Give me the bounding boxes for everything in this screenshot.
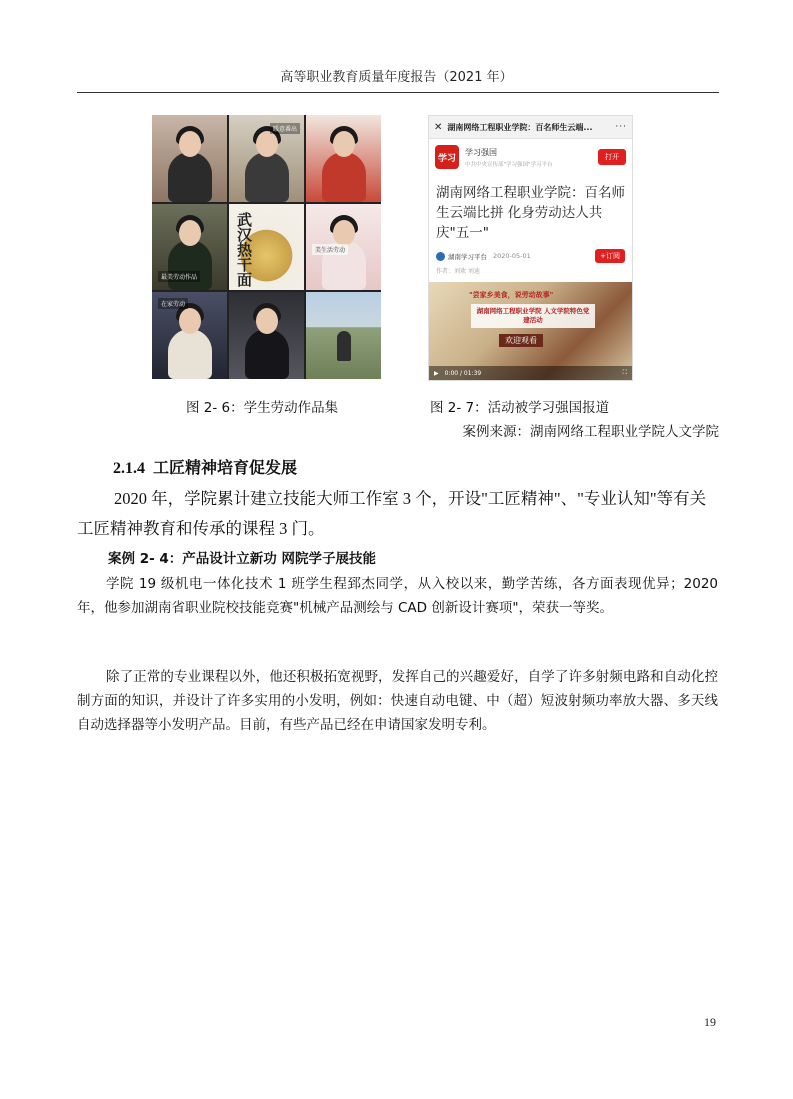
- collage-food-text: 武汉热干面: [235, 211, 253, 287]
- video-banner: 湖南网络工程职业学院 人文学院特色党建活动: [471, 304, 595, 328]
- collage-photo-2: [229, 115, 304, 202]
- article-author: 作者：刘欢 刘迪: [436, 268, 480, 275]
- figure-2-7-caption: 图 2- 7：活动被学习强国报道: [430, 400, 610, 416]
- collage-photo-4: [152, 204, 227, 291]
- video-player[interactable]: [429, 282, 632, 380]
- fullscreen-icon[interactable]: ⛶: [622, 369, 627, 376]
- more-menu-icon[interactable]: ···: [615, 122, 627, 132]
- page-number: 19: [704, 1015, 716, 1029]
- article-date: 2020-05-01: [493, 252, 531, 260]
- account-name: 学习强国: [465, 147, 497, 157]
- collage-photo-noodles: [229, 204, 304, 291]
- figure-2-6-caption: 图 2- 6：学生劳动作品集: [186, 400, 339, 416]
- article-source: 湖南学习平台: [448, 252, 487, 261]
- subscribe-button[interactable]: +订阅: [595, 249, 625, 263]
- collage-photo-3: [306, 115, 381, 202]
- case-title: 案例 2- 4：产品设计立新功 网院学子展技能: [108, 551, 376, 567]
- case-paragraph-2: 除了正常的专业课程以外，他还积极拓宽视野，发挥自己的兴趣爱好，自学了许多射频电路和自动化控制方面的知识，并设计了许多实用的小发明，例如：快速自动电键、中（超）短波射频功率放大器、多天线自动选择器等小发明产品。目前，有些产品已经在申请国家发明专利。: [77, 669, 718, 733]
- article-title: 湖南网络工程职业学院：百名师生云端比拼 化身劳动达人共庆"五一": [436, 185, 625, 241]
- student-labor-collage: [152, 115, 381, 379]
- account-subtitle: 中共中央宣传部"学习强国"学习平台: [465, 161, 553, 168]
- collage-photo-6: [306, 204, 381, 291]
- collage-photo-7: [152, 292, 227, 379]
- video-time: 0:00 / 01:39: [444, 369, 482, 377]
- collage-label-1: 暖意番出: [270, 123, 300, 134]
- account-row: [429, 139, 632, 173]
- collage-label-4: 美生活劳动: [312, 244, 348, 255]
- source-avatar-icon: [436, 252, 445, 261]
- collage-label-2: 最美劳动作品: [158, 271, 200, 282]
- app-bar-title: 湖南网络工程职业学院：百名师生云端...: [447, 122, 593, 132]
- video-welcome: 欢迎观看: [499, 334, 543, 347]
- video-slogan: "尝家乡美食，说劳动故事": [469, 291, 554, 299]
- article-meta: [429, 243, 632, 263]
- open-app-button[interactable]: 打开: [598, 149, 626, 165]
- section-heading: [113, 455, 297, 478]
- xuexi-logo-icon: 学习: [435, 145, 459, 169]
- case-paragraph-1: 学院 19 级机电一体化技术 1 班学生程郅杰同学，从入校以来，勤学苦练，各方面表现优异；2020 年，他参加湖南省职业院校技能竞赛"机械产品测绘与 CAD 创新设计赛项"，荣获一等奖。: [77, 576, 718, 616]
- header-divider: [77, 92, 719, 93]
- intro-paragraph: 2020 年，学院累计建立技能大师工作室 3 个，开设"工匠精神"、"专业认知"等有关工匠精神教育和传承的课程 3 门。: [77, 489, 707, 538]
- video-controls: [429, 366, 632, 380]
- section-number: 2.1.4: [113, 460, 145, 477]
- section-title: 工匠精神培育促发展: [153, 458, 298, 477]
- collage-photo-1: [152, 115, 227, 202]
- close-icon[interactable]: ✕: [434, 121, 443, 133]
- collage-photo-9: [306, 292, 381, 379]
- report-header-title: 高等职业教育质量年度报告（2021 年）: [280, 70, 513, 85]
- case-source: 案例来源：湖南网络工程职业学院人文学院: [462, 424, 719, 440]
- app-title-bar: [429, 116, 632, 139]
- collage-photo-8: [229, 292, 304, 379]
- xuexi-article-screenshot: [428, 115, 633, 381]
- collage-label-3: 在家劳动: [158, 298, 188, 309]
- play-icon[interactable]: ▶: [434, 369, 439, 377]
